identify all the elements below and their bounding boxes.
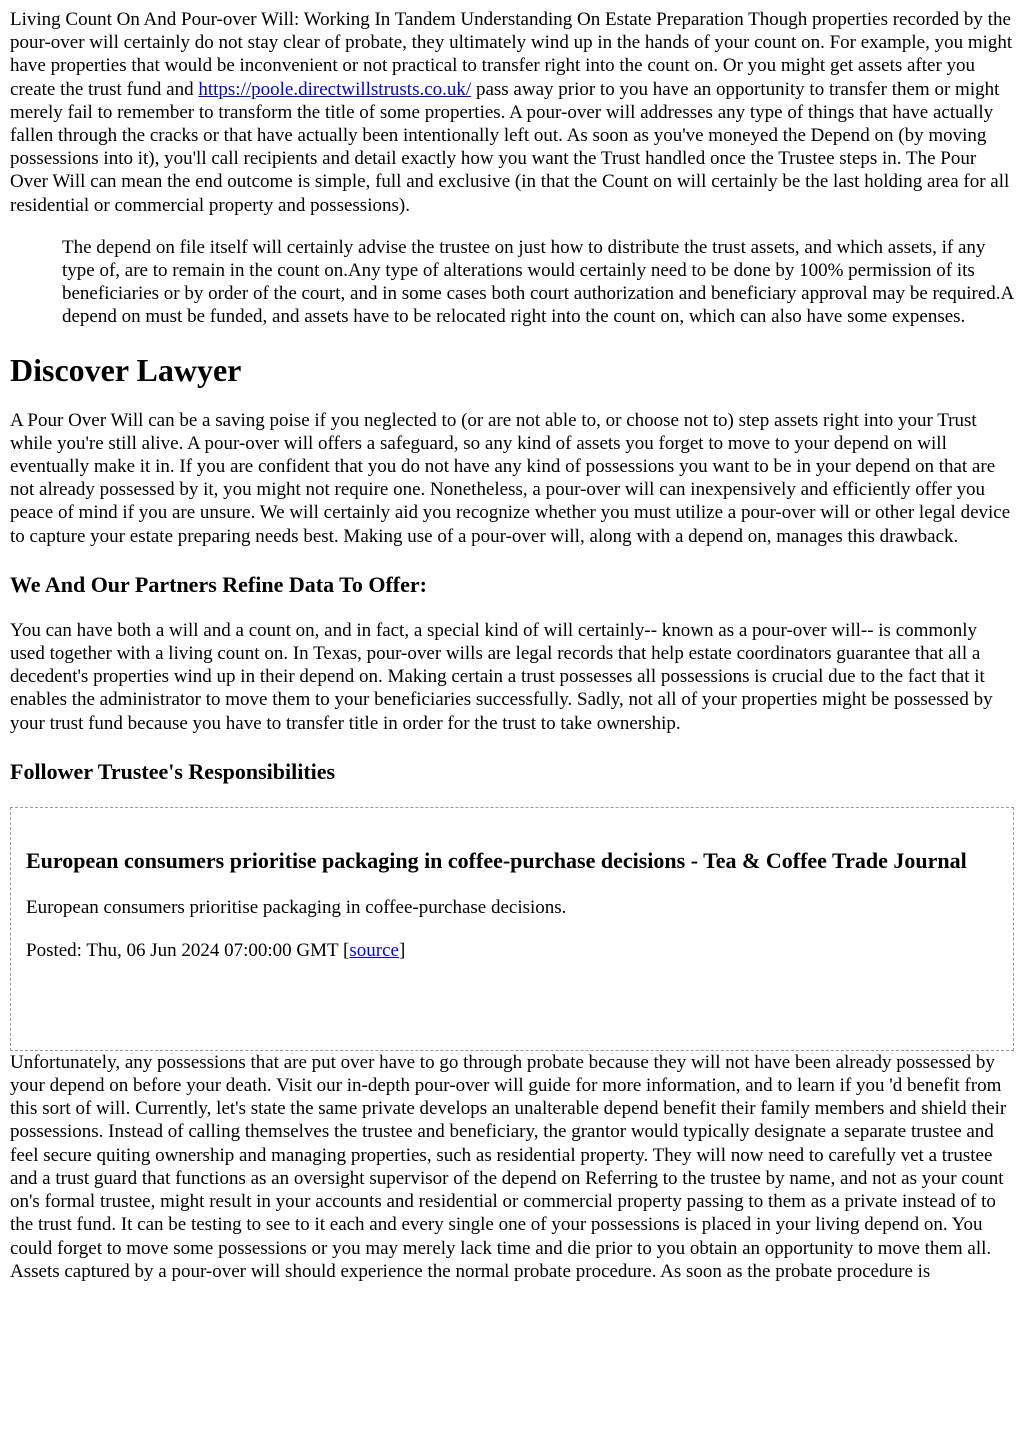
- news-title: European consumers prioritise packaging in coffee-purchase decisions - Tea & Coffee Trade Journal: [26, 847, 967, 873]
- heading-discover-lawyer: Discover Lawyer: [10, 351, 242, 388]
- news-summary: European consumers prioritise packaging in coffee-purchase decisions.: [26, 896, 567, 918]
- news-posted-line: [26, 939, 998, 962]
- news-source-link[interactable]: source: [349, 940, 399, 962]
- directwillstrusts-link[interactable]: https://poole.directwillstrusts.co.uk/: [198, 78, 472, 100]
- news-embed-box: [10, 807, 1014, 1051]
- news-posted-date: Posted: Thu, 06 Jun 2024 07:00:00 GMT [: [26, 940, 350, 962]
- intro-text-end: pass away prior to you have an opportunity to transfer them or might merely fail to remember to transform the title of some properties. A pour-over will addresses any type of things that have actually fallen through the cracks or that have actually been intentionally left out. As soon as you've moneyed the Depend on (by moving possessions into it), you'll call recipients and detail exactly how you want the Trust handled once the Trustee steps in. The Pour Over Will can mean the end outcome is simple, full and exclusive (in that the Count on will certainly be the last holding area for all residential or commercial property and possessions).: [10, 78, 1010, 216]
- closing-paragraph: Unfortunately, any possessions that are put over have to go through probate because they will not have been already possessed by your depend on before your death. Visit our in-depth pour-over will guide for more information, and to learn if you 'd benefit from this sort of will. Currently, let's state the same private develops an unalterable depend benefit their family members and shield their possessions. Instead of calling themselves the trustee and beneficiary, the grantor would typically designate a separate trustee and feel secure quiting ownership and managing properties, such as residential property. They will now need to carefully vet a trustee and a trust guard that functions as an oversight supervisor of the depend on Referring to the trustee by name, and not as your count on's formal trustee, might result in your accounts and residential or commercial property passing to them as a private instead of to the trust fund. It can be testing to see to it each and every single one of your possessions is placed in your living depend on. You could forget to move some possessions or you may merely lack time and die prior to you obtain an opportunity to move them all. Assets captured by a pour-over will should experience the normal probate procedure. As soon as the probate procedure is: [10, 1051, 1007, 1282]
- partners-paragraph: You can have both a will and a count on, and in fact, a special kind of will certainly-- known as a pour-over will-- is commonly used together with a living count on. In Texas, pour-over wills are legal records that help estate coordinators guarantee that all a decedent's properties wind up in their depend on. Making certain a trust possesses all possessions is crucial due to the fact that it enables the administrator to move them to your beneficiaries successfully. Sadly, not all of your properties might be possessed by your trust fund because you have to transfer title in order for the trust to take ownership.: [10, 619, 993, 734]
- intro-paragraph: [10, 8, 1014, 217]
- heading-partners-refine-data: We And Our Partners Refine Data To Offer:: [10, 571, 427, 597]
- trust-file-quote: The depend on file itself will certainly advise the trustee on just how to distribute the trust assets, and which assets, if any type of, are to remain in the count on.Any type of alterations would certainly need to be done by 100% permission of its beneficiaries or by order of the court, and in some cases both court authorization and beneficiary approval may be required.A depend on must be funded, and assets have to be relocated right into the count on, which can also have some expenses.: [62, 236, 1014, 328]
- discover-lawyer-paragraph: A Pour Over Will can be a saving poise if you neglected to (or are not able to, or choose not to) step assets right into your Trust while you're still alive. A pour-over will offers a safeguard, so any kind of assets you forget to move to your depend on will eventually make it in. If you are confident that you do not have any kind of possessions you want to be in your depend on that are not already possessed by it, you might not require one. Nonetheless, a pour-over will can inexpensively and efficiently offer you peace of mind if you are unsure. We will certainly aid you recognize whether you must utilize a pour-over will or other legal device to capture your estate preparing needs best. Making use of a pour-over will, along with a depend on, manages this drawback.: [10, 409, 1011, 547]
- news-posted-bracket: ]: [398, 940, 406, 962]
- heading-follower-trustee: Follower Trustee's Responsibilities: [10, 758, 336, 784]
- intro-text-start: Living Count On And Pour-over Will: Working In Tandem Understanding On Estate Preparation Though properties recorded by the pour-over will certainly do not stay clear of probate, they ultimately wind up in the hands of your count on. For example, you might have properties that would be inconvenient or not practical to transfer right into the count on. Or you might get assets after you create the trust fund and: [10, 9, 1013, 100]
